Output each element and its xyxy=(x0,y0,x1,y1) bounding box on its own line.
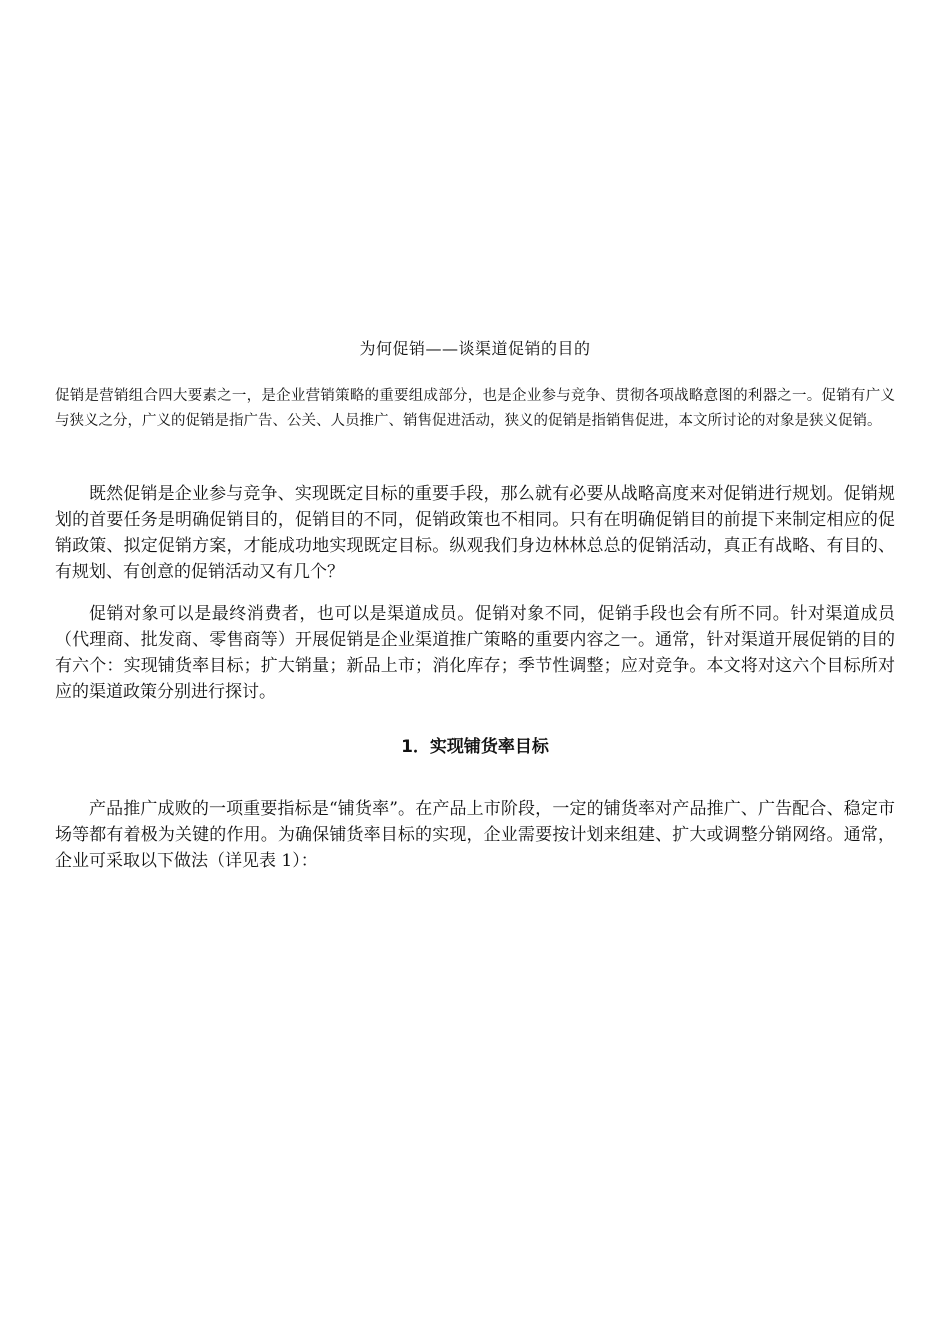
body-paragraph-1: 既然促销是企业参与竞争、实现既定目标的重要手段，那么就有必要从战略高度来对促销进行规划。促销规划的首要任务是明确促销目的，促销目的不同，促销政策也不相同。只有在明确促销目的前提下来制定相应的促销政策、拟定促销方案，才能成功地实现既定目标。纵观我们身边林林总总的促销活动，真正有战略、有目的、有规划、有创意的促销活动又有几个？ xyxy=(55,484,895,582)
body-paragraph-2: 促销对象可以是最终消费者，也可以是渠道成员。促销对象不同，促销手段也会有所不同。针对渠道成员（代理商、批发商、零售商等）开展促销是企业渠道推广策略的重要内容之一。通常，针对渠道开展促销的目的有六个：实现铺货率目标；扩大销量；新品上市；消化库存；季节性调整；应对竞争。本文将对这六个目标所对应的渠道政策分别进行探讨。 xyxy=(55,604,895,702)
section-heading: 1．实现铺货率目标 xyxy=(401,737,549,757)
document-title: 为何促销——谈渠道促销的目的 xyxy=(359,339,591,358)
intro-paragraph: 促销是营销组合四大要素之一，是企业营销策略的重要组成部分，也是企业参与竞争、贯彻各项战略意图的利器之一。促销有广义与狭义之分，广义的促销是指广告、公关、人员推广、销售促进活动，狭义的促销是指销售促进，本文所讨论的对象是狭义促销。 xyxy=(55,388,895,429)
body-paragraph-3: 产品推广成败的一项重要指标是“铺货率”。在产品上市阶段，一定的铺货率对产品推广、广告配合、稳定市场等都有着极为关键的作用。为确保铺货率目标的实现，企业需要按计划来组建、扩大或调整分销网络。通常，企业可采取以下做法（详见表 1）： xyxy=(55,799,895,871)
